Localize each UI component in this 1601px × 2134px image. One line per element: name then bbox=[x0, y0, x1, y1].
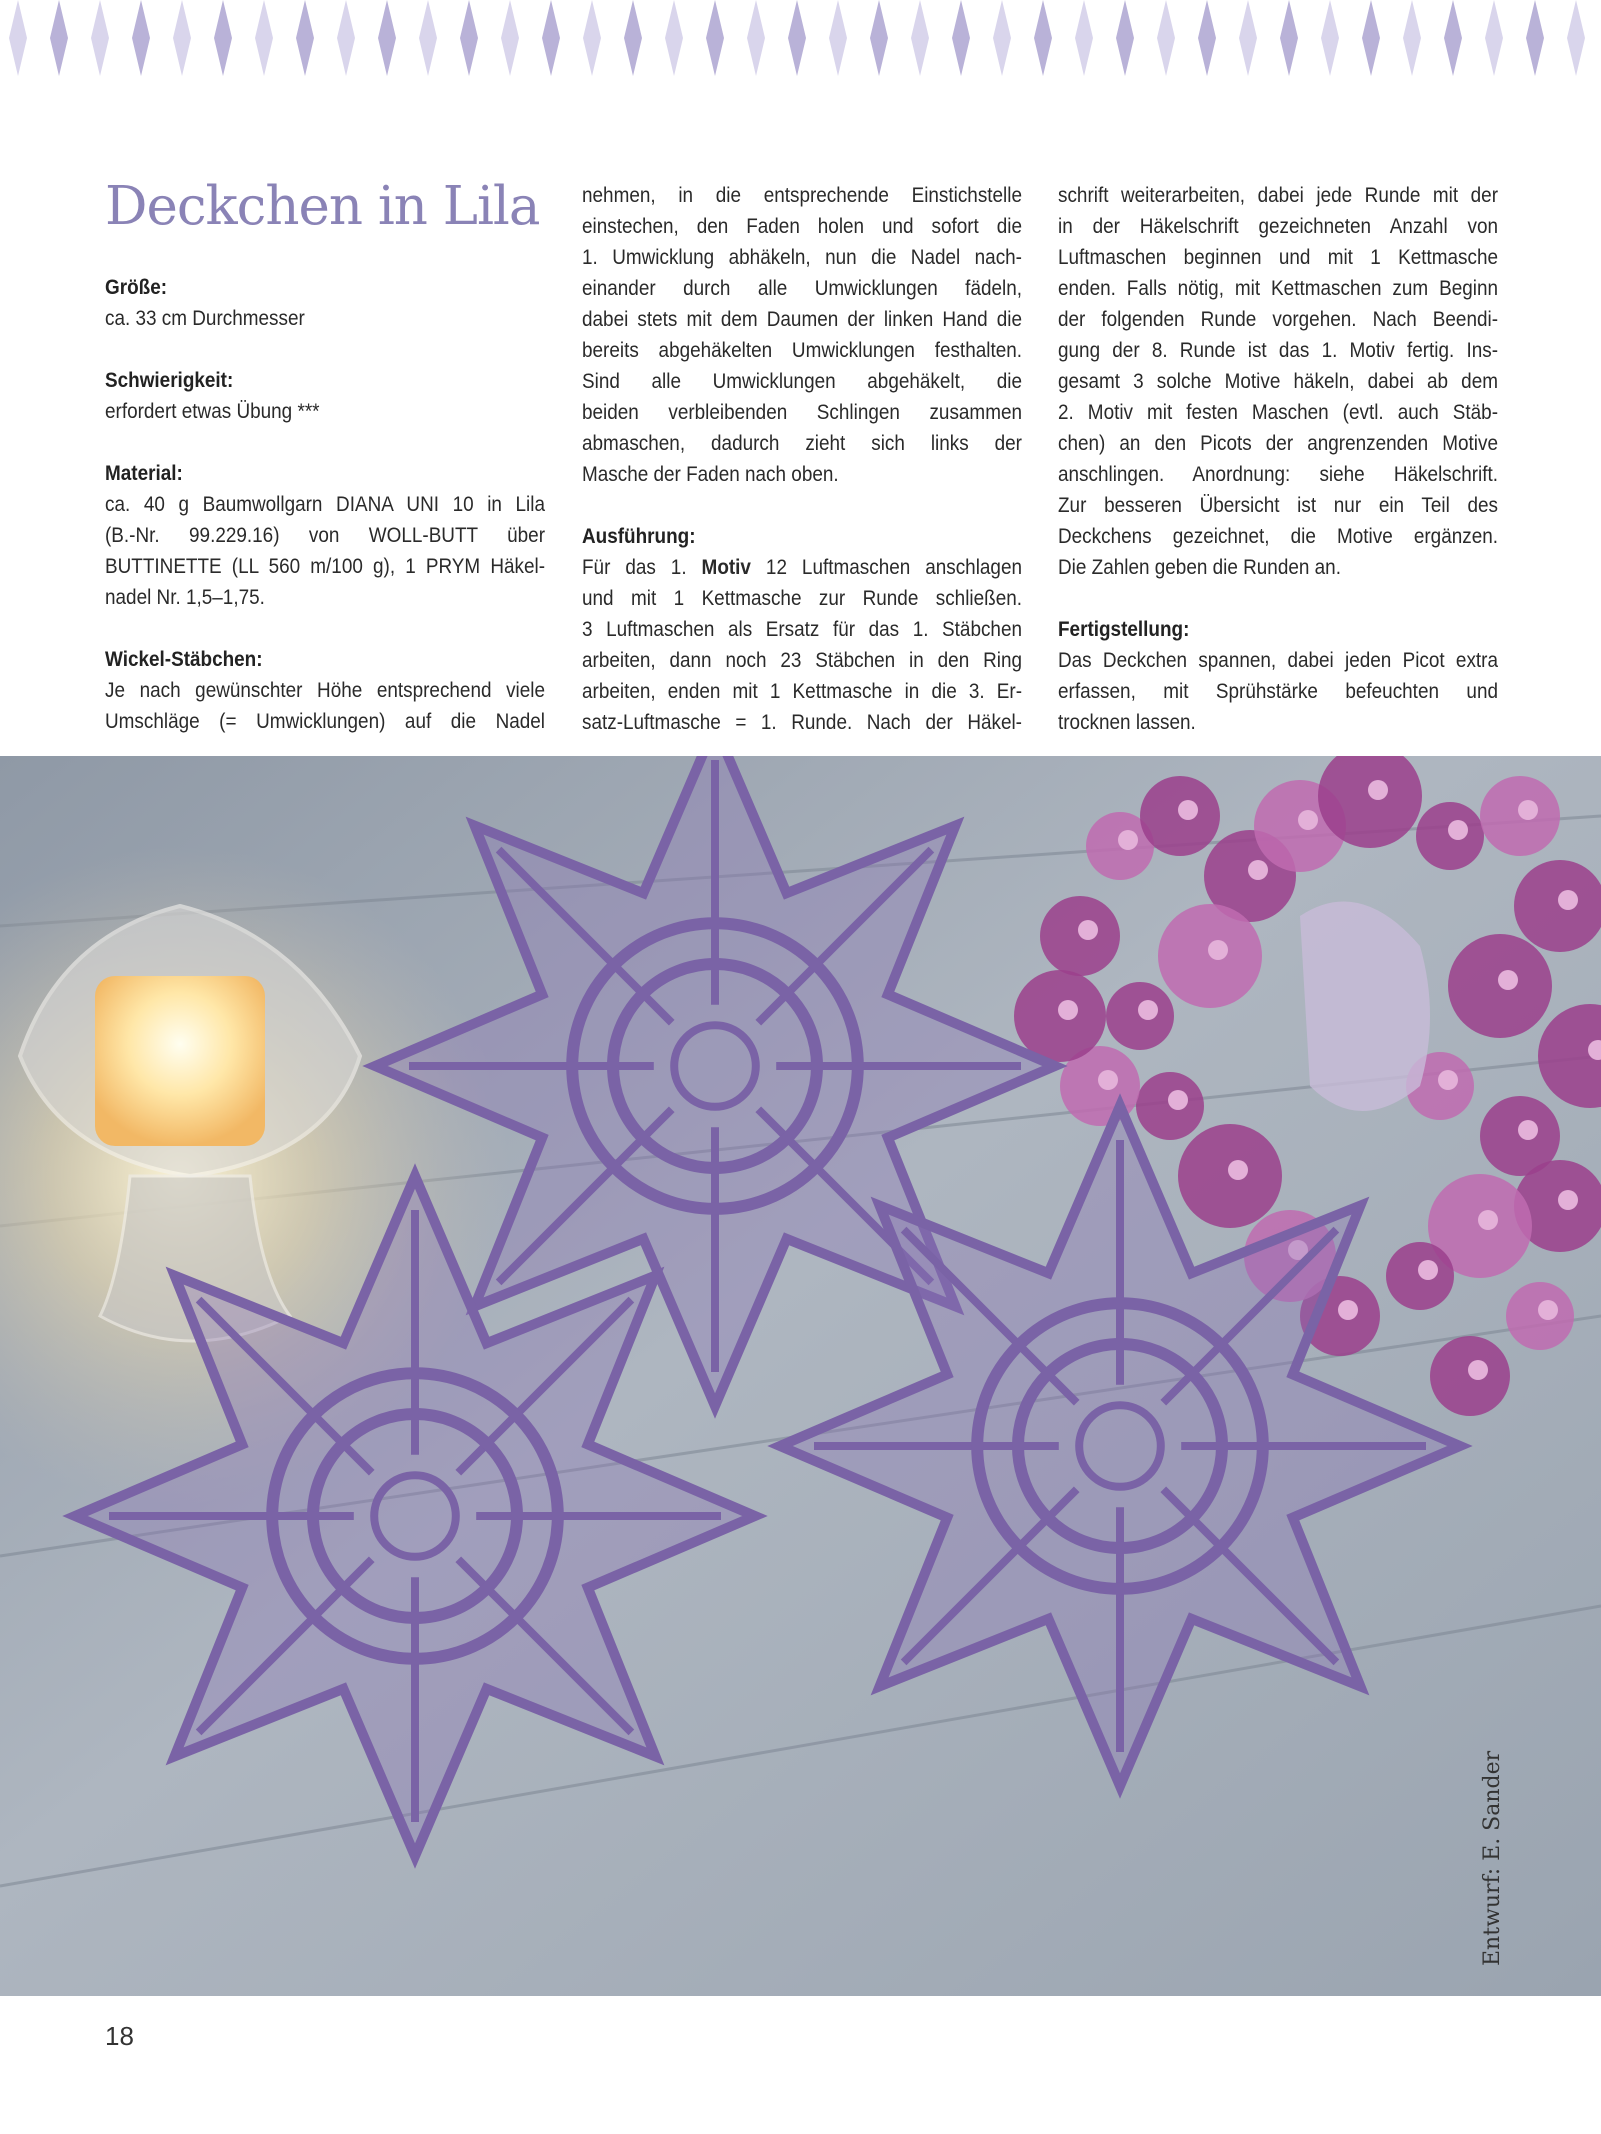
execution-line-bold: Motiv bbox=[701, 555, 751, 579]
wickel-line: Umschläge (= Umwicklungen) auf die Nadel bbox=[105, 709, 545, 733]
material-line: BUTTINETTE (LL 560 m/100 g), 1 PRYM Häkel- bbox=[105, 554, 545, 578]
difficulty-heading: Schwierigkeit: bbox=[105, 368, 234, 392]
execution-line: arbeiten, enden mit 1 Kettmasche in die 3. Er- bbox=[582, 679, 1022, 703]
wickel-line: einstechen, den Faden holen und sofort die bbox=[582, 214, 1022, 238]
execution-line: in der Häkelschrift gezeichneten Anzahl von bbox=[1058, 214, 1498, 238]
execution-line: Deckchens gezeichnet, die Motive ergänzen. bbox=[1058, 524, 1498, 548]
execution-line-post: 12 Luftmaschen anschlagen bbox=[750, 555, 1022, 579]
wickel-line: 1. Umwicklung abhäkeln, nun die Nadel nach- bbox=[582, 245, 1022, 269]
execution-line: chen) an den Picots der angrenzenden Motive bbox=[1058, 431, 1498, 455]
wickel-heading: Wickel-Stäbchen: bbox=[105, 647, 263, 671]
execution-line: gung der 8. Runde ist das 1. Motiv fertig. Ins- bbox=[1058, 338, 1498, 362]
candle bbox=[95, 976, 265, 1146]
decorative-diamond-border bbox=[0, 0, 1601, 82]
page-title: Deckchen in Lila bbox=[105, 176, 540, 237]
text-column-2 bbox=[582, 180, 1022, 738]
size-heading: Größe: bbox=[105, 275, 168, 299]
wickel-line: dabei stets mit dem Daumen der linken Hand die bbox=[582, 307, 1022, 331]
wickel-line: nehmen, in die entsprechende Einstichstelle bbox=[582, 183, 1022, 207]
execution-line: anschlingen. Anordnung: siehe Häkelschrift. bbox=[1058, 462, 1498, 486]
execution-line-pre: Für das 1. bbox=[582, 555, 702, 579]
execution-line: 3 Luftmaschen als Ersatz für das 1. Stäbchen bbox=[582, 617, 1022, 641]
material-line: (B.-Nr. 99.229.16) von WOLL-BUTT über bbox=[105, 523, 545, 547]
execution-heading: Ausführung: bbox=[582, 524, 696, 548]
wickel-line: Je nach gewünschter Höhe entsprechend viele bbox=[105, 678, 545, 702]
execution-line: Luftmaschen beginnen und mit 1 Kettmasche bbox=[1058, 245, 1498, 269]
wickel-line: abmaschen, dadurch zieht sich links der bbox=[582, 431, 1022, 455]
text-column-1 bbox=[105, 272, 545, 737]
execution-line: schrift weiterarbeiten, dabei jede Runde mit der bbox=[1058, 183, 1498, 207]
wickel-line: Masche der Faden nach oben. bbox=[582, 462, 839, 486]
execution-line: enden. Falls nötig, mit Kettmaschen zum Beginn bbox=[1058, 276, 1498, 300]
execution-line: arbeiten, dann noch 23 Stäbchen in den Ring bbox=[582, 648, 1022, 672]
finishing-heading: Fertigstellung: bbox=[1058, 617, 1190, 641]
finishing-line: trocknen lassen. bbox=[1058, 710, 1196, 734]
wickel-line: Sind alle Umwicklungen abgehäkelt, die bbox=[582, 369, 1022, 393]
doily-photo bbox=[0, 756, 1601, 1996]
material-line: ca. 40 g Baumwollgarn DIANA UNI 10 in Lila bbox=[105, 492, 545, 516]
size-text: ca. 33 cm Durchmesser bbox=[105, 306, 305, 330]
finishing-line: erfassen, mit Sprühstärke befeuchten und bbox=[1058, 679, 1498, 703]
wickel-line: bereits abgehäkelten Umwicklungen festhalten. bbox=[582, 338, 1022, 362]
page-number: 18 bbox=[105, 2021, 134, 2051]
difficulty-text: erfordert etwas Übung *** bbox=[105, 399, 320, 423]
execution-line bbox=[582, 552, 1022, 583]
photo-credit: Entwurf: E. Sander bbox=[1480, 1750, 1505, 1966]
finishing-line: Das Deckchen spannen, dabei jeden Picot extra bbox=[1058, 648, 1498, 672]
material-line: nadel Nr. 1,5–1,75. bbox=[105, 585, 265, 609]
execution-line: Zur besseren Übersicht ist nur ein Teil des bbox=[1058, 493, 1498, 517]
execution-line: Die Zahlen geben die Runden an. bbox=[1058, 555, 1341, 579]
execution-line: satz-Luftmasche = 1. Runde. Nach der Häkel- bbox=[582, 710, 1022, 734]
execution-line: der folgenden Runde vorgehen. Nach Beendi- bbox=[1058, 307, 1498, 331]
execution-line: 2. Motiv mit festen Maschen (evtl. auch Stäb- bbox=[1058, 400, 1498, 424]
wickel-line: einander durch alle Umwicklungen fädeln, bbox=[582, 276, 1022, 300]
execution-line: und mit 1 Kettmasche zur Runde schließen. bbox=[582, 586, 1022, 610]
text-column-3 bbox=[1058, 180, 1498, 738]
wickel-line: beiden verbleibenden Schlingen zusammen bbox=[582, 400, 1022, 424]
material-heading: Material: bbox=[105, 461, 183, 485]
execution-line: gesamt 3 solche Motive häkeln, dabei ab dem bbox=[1058, 369, 1498, 393]
